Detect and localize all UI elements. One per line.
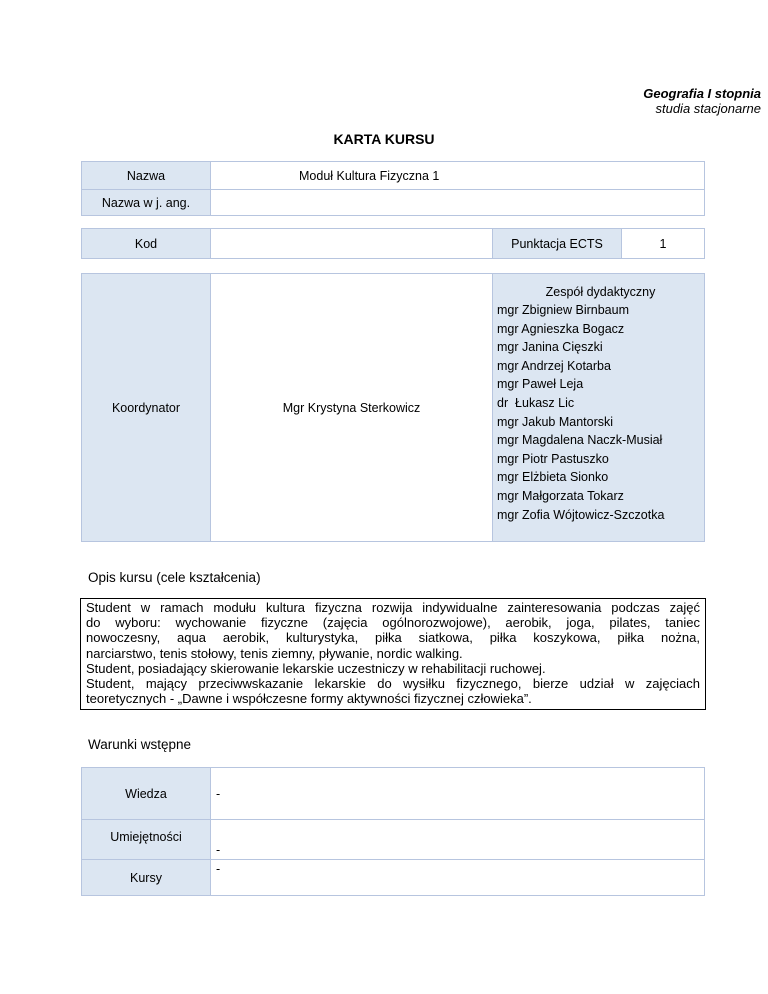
prerequisites-label: Warunki wstępne (88, 737, 192, 752)
skills-label: Umiejętności (82, 820, 211, 860)
page-title: KARTA KURSU (333, 131, 435, 147)
team-member: mgr Paweł Leja (497, 377, 584, 392)
program-name: Geografia I stopnia (643, 86, 761, 101)
description-line: teoretycznych - „Dawne i współczesne formy aktywności fizycznej człowieka”. (86, 691, 532, 707)
description-line: narciarstwo, tenis stołowy, tenis ziemny, pływanie, nordic walking. (86, 645, 463, 661)
name-en-label: Nazwa w j. ang. (82, 190, 211, 216)
description-line: Student, posiadający skierowanie lekarskie uczestniczy w rehabilitacji ruchowej. (86, 660, 546, 676)
knowledge-value: - (211, 768, 705, 820)
coordinator-label: Koordynator (82, 274, 211, 542)
team-member: mgr Zofia Wójtowicz-Szczotka (497, 507, 665, 522)
courses-label: Kursy (82, 860, 211, 896)
team-member: mgr Jakub Mantorski (497, 414, 614, 429)
prerequisites-table (81, 767, 705, 896)
team-member: mgr Andrzej Kotarba (497, 358, 611, 373)
name-label: Nazwa (82, 162, 211, 190)
name-table (81, 161, 705, 216)
name-en-value (211, 190, 705, 216)
team-member: mgr Agnieszka Bogacz (497, 321, 625, 336)
team-member: mgr Elżbieta Sionko (497, 470, 609, 485)
name-value: Moduł Kultura Fizyczna 1 (211, 162, 705, 190)
code-label: Kod (82, 229, 211, 259)
team-member: mgr Janina Cięszki (497, 340, 603, 355)
staff-table (81, 273, 705, 542)
description-line: nowoczesny, aqua aerobik, kulturystyka, piłka siatkowa, piłka koszykowa, piłka nożna, (86, 630, 700, 646)
team-member: mgr Magdalena Naczk-Musiał (497, 433, 663, 448)
ects-value: 1 (622, 229, 705, 259)
team-label: Zespół dydaktyczny (545, 285, 656, 299)
description-line: Student, mający przeciwwskazanie lekarskie do wysiłku fizycznego, bierze udział w zajęciach (86, 676, 700, 692)
team-member: mgr Piotr Pastuszko (497, 451, 609, 466)
team-member: dr Łukasz Lic (497, 395, 575, 410)
code-table (81, 228, 705, 259)
ects-label: Punktacja ECTS (493, 229, 622, 259)
team-member: mgr Zbigniew Birnbaum (497, 303, 629, 317)
knowledge-label: Wiedza (82, 768, 211, 820)
team-member: mgr Małgorzata Tokarz (497, 488, 624, 503)
teaching-team (493, 274, 705, 542)
description-box (80, 598, 706, 710)
courses-value: - (211, 860, 705, 896)
skills-value: - (211, 820, 705, 860)
description-label: Opis kursu (cele kształcenia) (88, 570, 261, 585)
description-line: Student w ramach modułu kultura fizyczna rozwija indywidualne zainteresowania podczas zajęć (86, 600, 700, 615)
team-list (497, 301, 704, 524)
coordinator-value: Mgr Krystyna Sterkowicz (211, 274, 493, 542)
code-value (211, 229, 493, 259)
description-line: do wyboru: wychowanie fizyczne (zajęcia ogólnorozwojowe), aerobik, joga, pilates, taniec (86, 615, 700, 631)
study-mode: studia stacjonarne (655, 101, 761, 116)
